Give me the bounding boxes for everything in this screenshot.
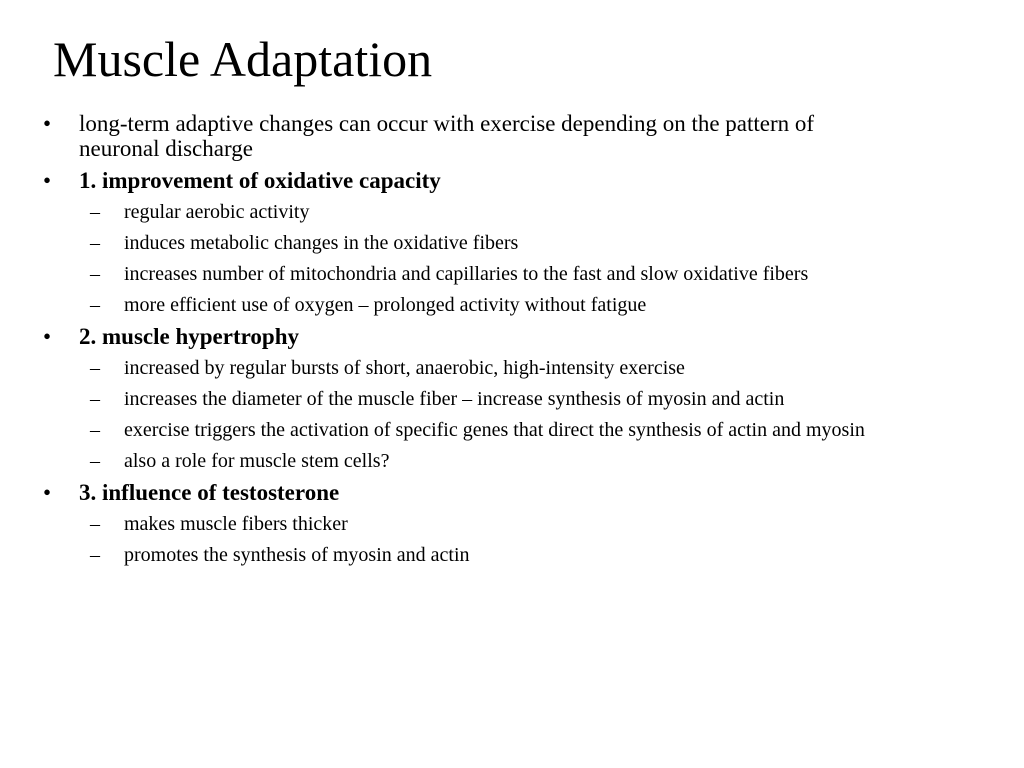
bullet-marker: • (43, 168, 52, 193)
dash-marker: – (90, 232, 100, 254)
bullet-text: 1. improvement of oxidative capacity (79, 168, 441, 193)
bullet-marker: • (43, 480, 52, 505)
sub-bullet-text: regular aerobic activity (124, 201, 310, 223)
dash-marker: – (90, 513, 100, 535)
sub-bullet-item (90, 262, 884, 286)
sub-bullet-item (90, 418, 884, 442)
sub-bullet-text: increases the diameter of the muscle fiber – increase synthesis of myosin and actin (124, 388, 785, 410)
dash-marker: – (90, 544, 100, 566)
bullet-text: 2. muscle hypertrophy (79, 324, 299, 349)
sub-bullet-item (90, 200, 884, 224)
sub-bullet-text: induces metabolic changes in the oxidative fibers (124, 232, 519, 254)
sub-bullet-text: promotes the synthesis of myosin and actin (124, 544, 470, 566)
dash-marker: – (90, 201, 100, 223)
sub-bullet-item (90, 543, 884, 567)
sub-bullet-text: exercise triggers the activation of specific genes that direct the synthesis of actin and myosin (124, 419, 865, 441)
sub-bullet-item (90, 449, 884, 473)
dash-marker: – (90, 419, 100, 441)
sub-bullet-text: increases number of mitochondria and capillaries to the fast and slow oxidative fibers (124, 263, 809, 285)
dash-marker: – (90, 357, 100, 379)
sub-bullet-item (90, 293, 884, 317)
bullet-marker: • (43, 324, 52, 349)
dash-marker: – (90, 388, 100, 410)
bullet-item (43, 168, 879, 193)
slide-title: Muscle Adaptation (53, 31, 433, 87)
dash-marker: – (90, 294, 100, 316)
sub-bullet-item (90, 387, 884, 411)
bullet-item (43, 480, 879, 505)
sub-bullet-item (90, 231, 884, 255)
bullet-item (43, 324, 879, 349)
bullet-list (0, 111, 1024, 574)
dash-marker: – (90, 450, 100, 472)
sub-bullet-text: makes muscle fibers thicker (124, 513, 348, 535)
sub-bullet-item (90, 356, 884, 380)
sub-bullet-text: increased by regular bursts of short, anaerobic, high-intensity exercise (124, 357, 685, 379)
sub-bullet-text: more efficient use of oxygen – prolonged activity without fatigue (124, 294, 647, 316)
dash-marker: – (90, 263, 100, 285)
sub-bullet-item (90, 512, 884, 536)
bullet-item (43, 111, 879, 161)
sub-bullet-text: also a role for muscle stem cells? (124, 450, 390, 472)
bullet-text: 3. influence of testosterone (79, 480, 340, 505)
bullet-marker: • (43, 111, 52, 136)
bullet-text: long-term adaptive changes can occur with exercise depending on the pattern of neuronal discharge (79, 111, 815, 161)
